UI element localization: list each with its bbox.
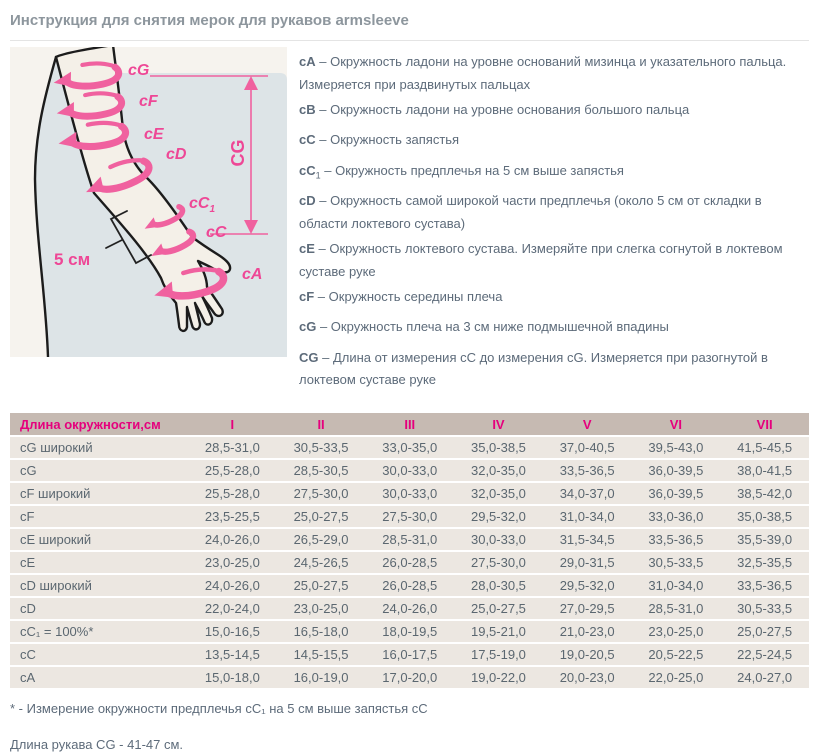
measurement-term: cG xyxy=(299,319,317,335)
measurement-text: – Окружность плеча на 3 см ниже подмышечной впадины xyxy=(319,319,669,335)
size-column-header: V xyxy=(543,413,632,435)
size-table-row xyxy=(10,483,809,504)
measurement-term: cD xyxy=(299,193,316,209)
size-row-label: cA xyxy=(10,667,188,688)
size-range-cell: 33,0-36,0 xyxy=(632,506,721,527)
content-area xyxy=(10,47,809,396)
measurement-text: – Окружность локтевого сустава. Измеряйте при слегка согнутой в локтевом суставе руке xyxy=(299,240,783,279)
measurement-description xyxy=(299,162,809,185)
measurement-description xyxy=(299,240,809,280)
size-range-cell: 34,0-37,0 xyxy=(543,483,632,504)
size-table-row xyxy=(10,598,809,619)
size-range-cell: 33,5-36,5 xyxy=(720,575,809,596)
footnote-asterisk: * - Измерение окружности предплечья cC₁ на 5 см выше запястья cC xyxy=(10,701,428,717)
measurement-term: cC xyxy=(299,132,316,148)
size-range-cell: 33,5-36,5 xyxy=(632,529,721,550)
measurement-text: – Окружность самой широкой части предплечья (около 5 см от складки в области локтевого сустава) xyxy=(299,193,762,231)
size-range-cell: 26,5-29,0 xyxy=(277,529,366,550)
size-row-label: cD xyxy=(10,598,188,619)
size-row-label: cD широкий xyxy=(10,575,188,596)
size-range-cell: 27,5-30,0 xyxy=(365,506,454,527)
size-row-label: cG широкий xyxy=(10,437,188,458)
label-ca: cA xyxy=(242,266,263,283)
size-range-cell: 29,5-32,0 xyxy=(543,575,632,596)
size-range-cell: 31,0-34,0 xyxy=(543,506,632,527)
measurement-term: cF xyxy=(299,288,315,304)
size-range-cell: 25,0-27,5 xyxy=(277,575,366,596)
size-range-cell: 32,0-35,0 xyxy=(454,460,543,481)
page-title: Инструкция для снятия мерок для рукавов armsleeve xyxy=(10,12,409,29)
measurement-term: cA xyxy=(299,54,316,69)
size-range-cell: 28,5-30,5 xyxy=(277,460,366,481)
size-range-cell: 26,0-28,5 xyxy=(365,552,454,573)
size-range-cell: 13,5-14,5 xyxy=(188,644,277,665)
size-range-cell: 36,0-39,5 xyxy=(632,483,721,504)
size-range-cell: 35,0-38,5 xyxy=(720,506,809,527)
size-range-cell: 22,0-24,0 xyxy=(188,598,277,619)
size-range-cell: 25,5-28,0 xyxy=(188,460,277,481)
size-row-label: cC₁ = 100%* xyxy=(10,621,188,642)
size-range-cell: 28,5-31,0 xyxy=(188,437,277,458)
label-cc: cC xyxy=(206,224,227,241)
measurement-text: – Окружность запястья xyxy=(319,132,460,148)
measurement-description xyxy=(299,349,809,389)
size-range-cell: 27,5-30,0 xyxy=(277,483,366,504)
size-range-cell: 23,0-25,0 xyxy=(632,621,721,642)
size-range-cell: 23,0-25,0 xyxy=(277,598,366,619)
size-range-cell: 31,0-34,0 xyxy=(632,575,721,596)
size-range-cell: 30,0-33,0 xyxy=(365,460,454,481)
size-range-cell: 15,0-16,5 xyxy=(188,621,277,642)
size-range-cell: 28,5-31,0 xyxy=(632,598,721,619)
size-range-cell: 38,5-42,0 xyxy=(720,483,809,504)
label-cf: cF xyxy=(139,93,158,110)
size-range-cell: 19,5-21,0 xyxy=(454,621,543,642)
size-range-cell: 19,0-20,5 xyxy=(543,644,632,665)
size-range-cell: 28,0-30,5 xyxy=(454,575,543,596)
size-range-cell: 20,5-22,5 xyxy=(632,644,721,665)
size-range-cell: 28,5-31,0 xyxy=(365,529,454,550)
size-range-cell: 22,5-24,5 xyxy=(720,644,809,665)
size-table-row xyxy=(10,460,809,481)
size-row-label: cE широкий xyxy=(10,529,188,550)
size-table-row xyxy=(10,506,809,527)
size-range-cell: 16,5-18,0 xyxy=(277,621,366,642)
footnote-sleeve-length: Длина рукава CG - 41-47 см. xyxy=(10,737,184,752)
size-column-header: II xyxy=(277,413,366,435)
size-range-cell: 17,5-19,0 xyxy=(454,644,543,665)
size-range-cell: 17,0-20,0 xyxy=(365,667,454,688)
measurement-text: – Длина от измерения cC до измерения cG. Измеряется при разогнутой в локтевом суставе руке xyxy=(299,349,768,388)
size-range-cell: 19,0-22,0 xyxy=(454,667,543,688)
size-range-cell: 24,0-27,0 xyxy=(720,667,809,688)
size-range-cell: 27,5-30,0 xyxy=(454,552,543,573)
measurement-text: – Окружность ладони на уровне оснований мизинца и указательного пальца. Измеряется при раздвинутых пальцах xyxy=(299,54,787,92)
size-table-row xyxy=(10,552,809,573)
size-range-cell: 30,5-33,5 xyxy=(632,552,721,573)
size-range-cell: 25,5-28,0 xyxy=(188,483,277,504)
size-table-row xyxy=(10,529,809,550)
size-range-cell: 23,0-25,0 xyxy=(188,552,277,573)
size-range-cell: 24,0-26,0 xyxy=(188,575,277,596)
size-range-cell: 33,0-35,0 xyxy=(365,437,454,458)
size-table-row xyxy=(10,667,809,688)
measurement-term-sub: 1 xyxy=(315,170,321,181)
size-range-cell: 29,5-32,0 xyxy=(454,506,543,527)
size-column-header: I xyxy=(188,413,277,435)
measurement-description xyxy=(299,101,809,124)
size-range-cell: 21,0-23,0 xyxy=(543,621,632,642)
measurement-text: – Окружность середины плеча xyxy=(317,288,503,304)
size-column-header: IV xyxy=(454,413,543,435)
size-range-cell: 29,0-31,5 xyxy=(543,552,632,573)
size-table xyxy=(10,411,809,690)
label-ce: cE xyxy=(144,126,164,143)
size-range-cell: 15,0-18,0 xyxy=(188,667,277,688)
size-range-cell: 38,0-41,5 xyxy=(720,460,809,481)
measurement-term: cC xyxy=(299,162,316,178)
size-table-row xyxy=(10,621,809,642)
label-five-cm: 5 см xyxy=(54,250,91,269)
size-range-cell: 16,0-19,0 xyxy=(277,667,366,688)
title-divider xyxy=(10,40,809,41)
size-column-header: Длина окружности,см xyxy=(10,413,188,435)
size-range-cell: 22,0-25,0 xyxy=(632,667,721,688)
size-range-cell: 39,5-43,0 xyxy=(632,437,721,458)
size-range-cell: 31,5-34,5 xyxy=(543,529,632,550)
label-cd: cD xyxy=(166,146,187,163)
arm-measurement-diagram xyxy=(10,47,287,357)
label-cc1: $cC_1$ xyxy=(189,195,216,215)
size-column-header: III xyxy=(365,413,454,435)
size-range-cell: 20,0-23,0 xyxy=(543,667,632,688)
measurement-description xyxy=(299,131,809,154)
size-range-cell: 14,5-15,5 xyxy=(277,644,366,665)
size-column-header: VII xyxy=(720,413,809,435)
size-range-cell: 30,5-33,5 xyxy=(720,598,809,619)
size-table-row xyxy=(10,575,809,596)
measurement-description xyxy=(299,53,809,93)
size-row-label: cG xyxy=(10,460,188,481)
size-range-cell: 25,0-27,5 xyxy=(720,621,809,642)
size-table-row xyxy=(10,644,809,665)
size-row-label: cF xyxy=(10,506,188,527)
size-row-label: cE xyxy=(10,552,188,573)
size-range-cell: 35,5-39,0 xyxy=(720,529,809,550)
size-range-cell: 16,0-17,5 xyxy=(365,644,454,665)
size-range-cell: 26,0-28,5 xyxy=(365,575,454,596)
measurement-text: – Окружность предплечья на 5 см выше запястья xyxy=(324,162,624,178)
descriptions-list xyxy=(287,47,809,396)
size-row-label: cC xyxy=(10,644,188,665)
measurement-text: – Окружность ладони на уровне основания большого пальца xyxy=(319,101,690,117)
footnotes xyxy=(10,701,809,752)
size-range-cell: 23,5-25,5 xyxy=(188,506,277,527)
size-range-cell: 30,0-33,0 xyxy=(454,529,543,550)
size-range-cell: 33,5-36,5 xyxy=(543,460,632,481)
size-table-row xyxy=(10,437,809,458)
size-range-cell: 24,0-26,0 xyxy=(365,598,454,619)
arm-diagram-svg xyxy=(10,47,287,357)
size-range-cell: 18,0-19,5 xyxy=(365,621,454,642)
size-table-header-row xyxy=(10,413,809,435)
size-range-cell: 32,0-35,0 xyxy=(454,483,543,504)
size-column-header: VI xyxy=(632,413,721,435)
size-range-cell: 25,0-27,5 xyxy=(277,506,366,527)
size-range-cell: 25,0-27,5 xyxy=(454,598,543,619)
size-range-cell: 32,5-35,5 xyxy=(720,552,809,573)
size-range-cell: 37,0-40,5 xyxy=(543,437,632,458)
size-range-cell: 24,5-26,5 xyxy=(277,552,366,573)
size-range-cell: 35,0-38,5 xyxy=(454,437,543,458)
label-length-cg: CG xyxy=(228,139,248,167)
size-range-cell: 36,0-39,5 xyxy=(632,460,721,481)
size-range-cell: 27,0-29,5 xyxy=(543,598,632,619)
measurement-description xyxy=(299,192,809,232)
size-range-cell: 24,0-26,0 xyxy=(188,529,277,550)
measurement-description xyxy=(299,318,809,341)
measurement-term: cE xyxy=(299,240,315,256)
size-range-cell: 30,0-33,0 xyxy=(365,483,454,504)
size-row-label: cF широкий xyxy=(10,483,188,504)
size-range-cell: 30,5-33,5 xyxy=(277,437,366,458)
measurement-term: CG xyxy=(299,349,319,365)
measurement-description xyxy=(299,288,809,311)
label-cg: cG xyxy=(128,62,150,79)
size-range-cell: 41,5-45,5 xyxy=(720,437,809,458)
measurement-term: cB xyxy=(299,101,316,117)
